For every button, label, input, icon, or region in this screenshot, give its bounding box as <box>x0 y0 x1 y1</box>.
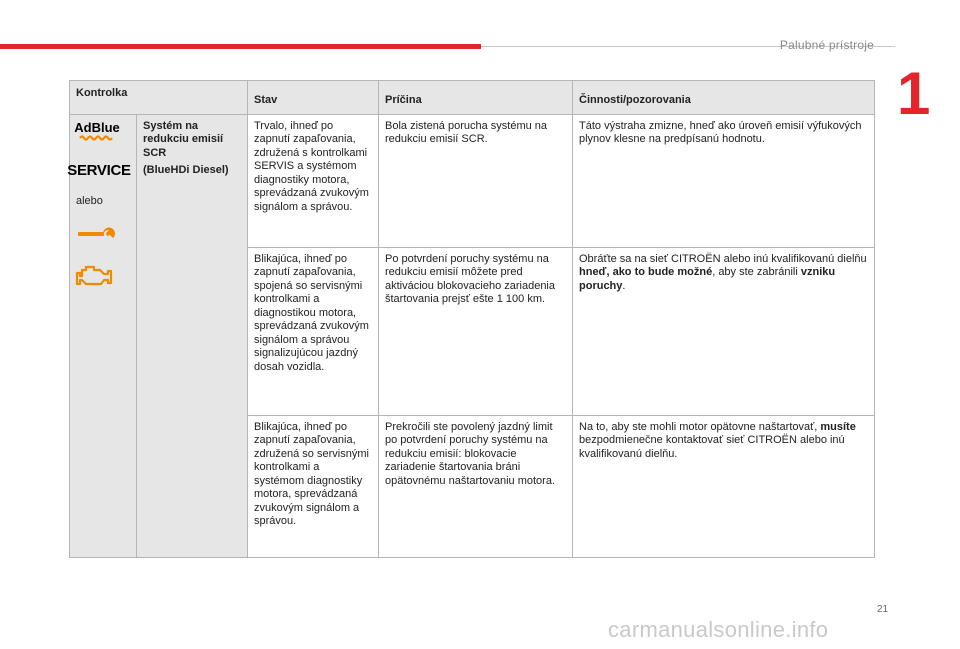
row1-pricina: Bola zistená porucha systému na redukciu emisií SCR. <box>379 114 573 247</box>
system-name: Systém na redukciu emisií SCR <box>143 119 224 159</box>
row3-stav: Blikajúca, ihneď po zapnutí zapaľovania, združená so servisnými kontrolkami a systémom diagnostiky motora, sprevádzaná zvukovým signálom a správou. <box>248 415 379 557</box>
table-header-row <box>70 81 875 115</box>
page-number: 21 <box>877 604 889 615</box>
warning-lights-table <box>69 80 875 558</box>
table-row <box>70 114 875 247</box>
svg-text:AdBlue: AdBlue <box>74 119 120 135</box>
engine-icon <box>76 261 130 292</box>
wrench-icon <box>76 226 130 247</box>
svg-text:SERVICE: SERVICE <box>67 162 131 179</box>
row1-cinnosti: Táto výstraha zmizne, hneď ako úroveň emisií výfukových plynov klesne na predpísanú hodnotu. <box>573 114 875 247</box>
row3-cinnosti: Na to, aby ste mohli motor opätovne naštartovať, musíte bezpodmienečne kontaktovať sieť CITROËN alebo inú kvalifikovanú dielňu. <box>573 415 875 557</box>
alebo-label: alebo <box>76 194 103 207</box>
row2-pricina: Po potvrdení poruchy systému na redukciu emisií môžete pred aktiváciou blokovacieho zariadenia štartovania prejsť ešte 1 100 km. <box>379 247 573 415</box>
section-title: Palubné prístroje <box>779 38 874 52</box>
header-accent-bar <box>0 44 481 49</box>
row1-stav: Trvalo, ihneď po zapnutí zapaľovania, združená s kontrolkami SERVIS a systémom diagnostiky motora, sprevádzaná zvukovým signálom a správou. <box>248 114 379 247</box>
row2-cinnosti: Obráťte sa na sieť CITROËN alebo inú kvalifikovanú dielňu hneď, ako to bude možné, aby ste zabránili vzniku poruchy. <box>573 247 875 415</box>
header-stav: Stav <box>248 81 379 115</box>
row2-stav: Blikajúca, ihneď po zapnutí zapaľovania, spojená so servisnými kontrolkami a diagnostikou motora, sprevádzaná zvukovým signálom a správou signalizujúcou jazdný dosah vozidla. <box>248 247 379 415</box>
watermark: carmanualsonline.info <box>608 617 829 642</box>
header-pricina: Príčina <box>379 81 573 115</box>
header-cinnosti: Činnosti/pozorovania <box>573 81 875 115</box>
system-name-cell <box>137 114 248 557</box>
row3-pricina: Prekročili ste povolený jazdný limit po potvrdení poruchy systému na redukciu emisií: blokovacie zariadenie štartovania bráni opätovnému naštartovaniu motora. <box>379 415 573 557</box>
chapter-number: 1 <box>897 60 931 127</box>
header-kontrolka: Kontrolka <box>70 81 248 115</box>
adblue-icon <box>76 120 130 147</box>
service-icon <box>67 160 131 185</box>
icons-cell <box>67 114 137 557</box>
system-variant: (BlueHDi Diesel) <box>143 164 229 176</box>
